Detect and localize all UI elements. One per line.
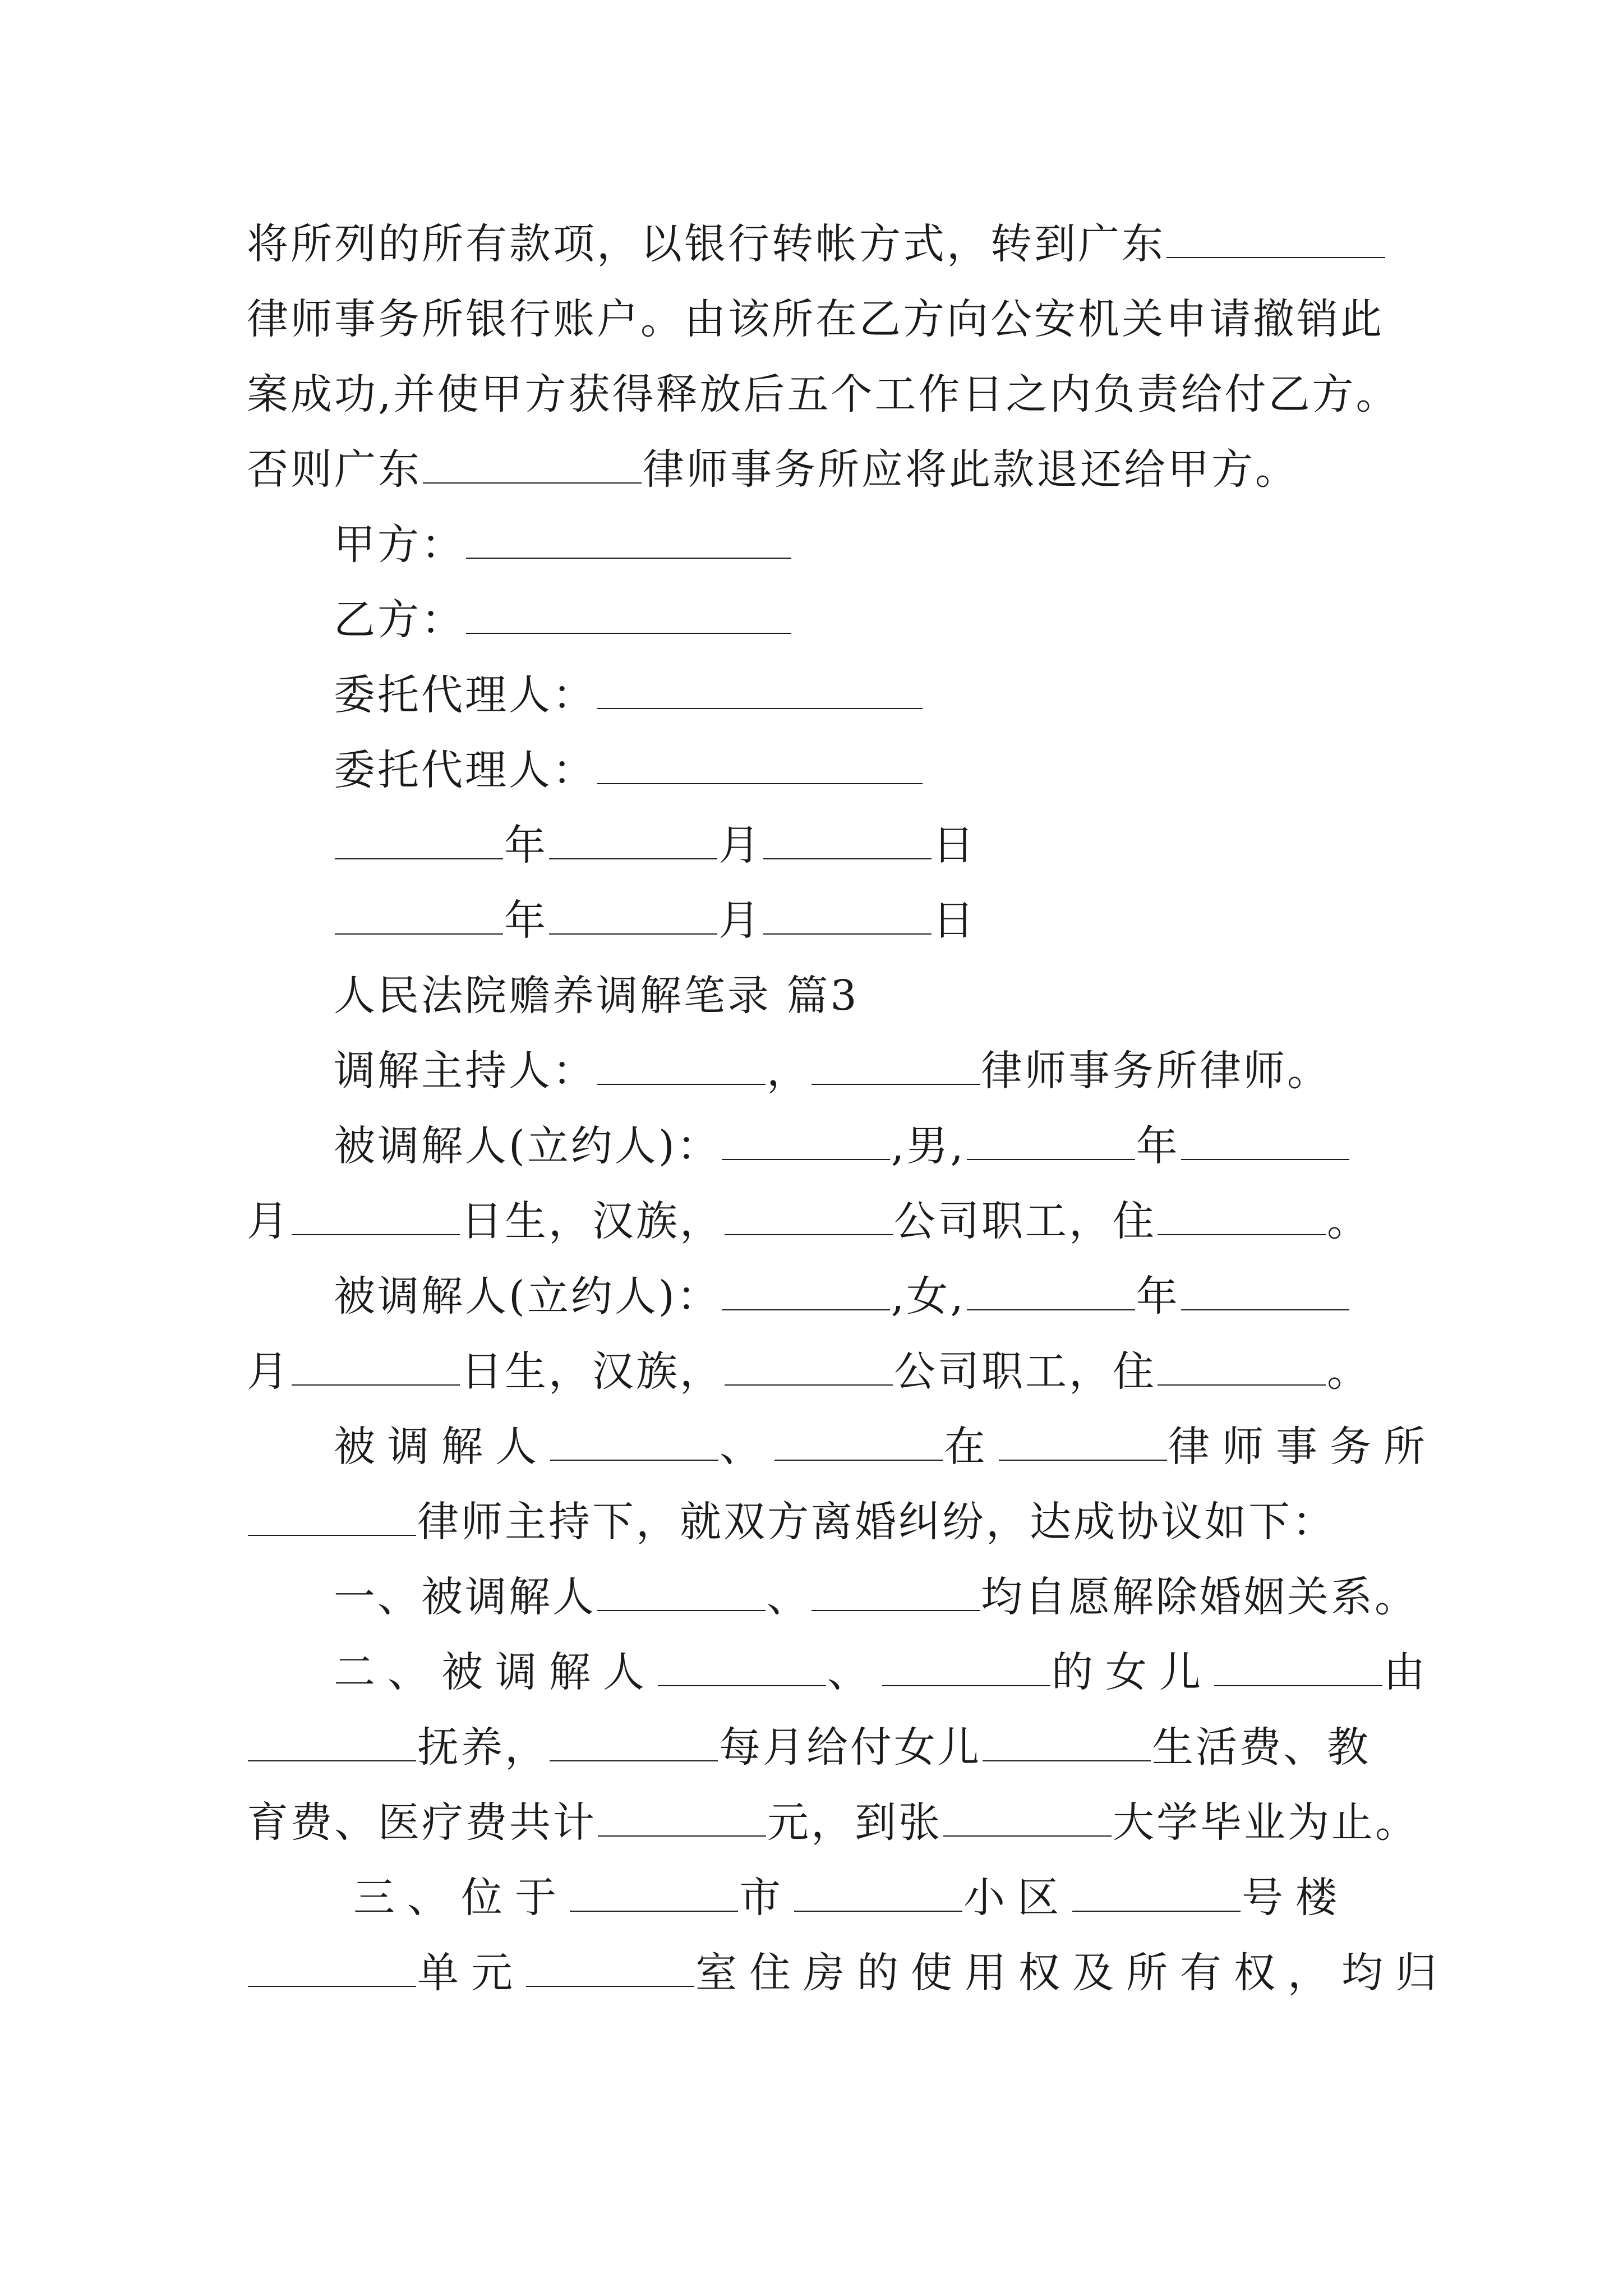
fill-blank <box>1214 1646 1382 1686</box>
text: 、 <box>767 1573 810 1621</box>
text: 律师事务所银行账户。由该所在乙方向公安机关申请撤销此 <box>247 295 1384 343</box>
year-label: 年 <box>504 896 548 945</box>
text: 。 <box>1327 1347 1371 1396</box>
text: 案成功,并使甲方获得释放后五个工作日之内负责给付乙方。 <box>247 370 1400 418</box>
party-a-line <box>334 514 792 576</box>
text: 年 <box>1136 1122 1180 1170</box>
agent-line-1 <box>334 664 924 726</box>
text: 日生，汉族， <box>461 1347 723 1396</box>
mediator-line <box>334 1040 1331 1102</box>
fill-blank <box>1072 1871 1241 1912</box>
text: 律师主持下，就双方离婚纠纷，达成协议如下： <box>417 1498 1336 1546</box>
text: 市 <box>739 1874 793 1922</box>
text-line-2 <box>247 288 1384 350</box>
party-a-label: 甲方： <box>334 521 465 569</box>
text: 二、被调解人 <box>334 1648 657 1696</box>
fill-blank <box>1158 1195 1326 1235</box>
party-b-line <box>334 589 792 651</box>
fill-blank <box>526 1947 694 1987</box>
fill-blank <box>570 1871 738 1912</box>
text-line-4 <box>247 439 1299 500</box>
fill-blank <box>882 1646 1050 1686</box>
text: 生活费、教 <box>1152 1723 1371 1772</box>
fill-blank <box>658 1646 826 1686</box>
text: 被调解人(立约人)： <box>334 1122 721 1170</box>
text: 律师事务所应将此款退还给甲方。 <box>643 445 1299 494</box>
text: 月 <box>247 1347 291 1396</box>
text: 日生，汉族， <box>461 1197 723 1245</box>
text-line-3 <box>247 364 1400 425</box>
fill-blank <box>811 1571 980 1611</box>
text: 公司职工，住 <box>894 1347 1156 1396</box>
text: 元，到张 <box>767 1798 942 1847</box>
fill-blank <box>967 1120 1135 1160</box>
day-label: 日 <box>933 821 976 869</box>
clause-2-cont <box>247 1717 1371 1778</box>
text: 律师事务所律师。 <box>981 1047 1331 1095</box>
fill-blank <box>1166 218 1385 258</box>
date-line-2 <box>334 890 976 951</box>
text: 育费、医疗费共计 <box>247 1798 597 1847</box>
text: 号楼 <box>1242 1874 1349 1922</box>
fill-blank <box>248 1496 416 1536</box>
day-blank <box>763 819 932 859</box>
party-b-label: 乙方： <box>334 596 465 644</box>
year-blank <box>335 894 503 935</box>
text: 。 <box>1327 1197 1371 1245</box>
text: 三、位于 <box>353 1874 569 1922</box>
fill-blank <box>774 1420 943 1461</box>
text: 抚养， <box>417 1723 548 1772</box>
text: 被调解人 <box>334 1423 549 1471</box>
mediation-line <box>334 1416 1437 1478</box>
section-heading <box>334 965 859 1027</box>
fill-blank <box>983 1721 1151 1761</box>
fill-blank <box>1181 1270 1349 1310</box>
fill-blank <box>550 1721 718 1761</box>
text: 调解主持人： <box>334 1047 596 1095</box>
year-label: 年 <box>504 821 548 869</box>
party-b-blank <box>466 593 791 634</box>
text: 一、被调解人 <box>334 1573 596 1621</box>
agent-blank <box>597 744 923 784</box>
month-blank <box>549 819 717 859</box>
fill-blank <box>292 1195 460 1235</box>
text: 律师事务所 <box>1168 1423 1437 1471</box>
fill-blank <box>597 1571 766 1611</box>
text: 否则广东 <box>247 445 422 494</box>
fill-blank <box>423 443 642 484</box>
agent-line-2 <box>334 739 924 801</box>
text: 在 <box>944 1423 998 1471</box>
text: 单元 <box>417 1949 525 1997</box>
fill-blank <box>722 1270 890 1310</box>
fill-blank <box>598 1796 766 1837</box>
day-label: 日 <box>933 896 976 945</box>
text: 月 <box>247 1197 291 1245</box>
text-line-1 <box>247 213 1386 275</box>
party-male-line-cont <box>247 1190 1371 1252</box>
text: ， <box>767 1047 810 1095</box>
text: 公司职工，住 <box>894 1197 1156 1245</box>
text: 、 <box>720 1423 773 1471</box>
fill-blank <box>999 1420 1167 1461</box>
fill-blank <box>1181 1120 1349 1160</box>
party-a-blank <box>466 518 791 559</box>
agent-blank <box>597 669 923 709</box>
text: 年 <box>1136 1272 1180 1320</box>
party-female-line-cont <box>247 1341 1371 1402</box>
fill-blank <box>248 1721 416 1761</box>
party-male-line <box>334 1115 1350 1177</box>
fill-blank <box>794 1871 962 1912</box>
agent-label: 委托代理人： <box>334 671 596 719</box>
clause-2-cont-2 <box>247 1792 1419 1853</box>
text: 的女儿 <box>1052 1648 1213 1696</box>
fill-blank <box>811 1045 980 1085</box>
text: 大学毕业为止。 <box>1113 1798 1419 1847</box>
month-label: 月 <box>718 821 762 869</box>
fill-blank <box>550 1420 718 1461</box>
fill-blank <box>722 1120 890 1160</box>
fill-blank <box>943 1796 1112 1837</box>
month-blank <box>549 894 717 935</box>
text: 小区 <box>963 1874 1071 1922</box>
text: ,女, <box>891 1272 966 1320</box>
fill-blank <box>292 1345 460 1386</box>
month-label: 月 <box>718 896 762 945</box>
year-blank <box>335 819 503 859</box>
fill-blank <box>725 1345 893 1386</box>
text: 每月给付女儿 <box>719 1723 981 1772</box>
text: 被调解人(立约人)： <box>334 1272 721 1320</box>
section-title: 人民法院赡养调解笔录 篇3 <box>334 972 859 1020</box>
fill-blank <box>1158 1345 1326 1386</box>
text: ,男, <box>891 1122 966 1170</box>
fill-blank <box>725 1195 893 1235</box>
mediation-line-cont <box>247 1491 1336 1553</box>
clause-1 <box>334 1566 1418 1628</box>
text: 均自愿解除婚姻关系。 <box>981 1573 1418 1621</box>
date-line-1 <box>334 815 976 876</box>
text: 由 <box>1384 1648 1437 1696</box>
text: 、 <box>827 1648 881 1696</box>
day-blank <box>763 894 932 935</box>
party-female-line <box>334 1266 1350 1327</box>
text: 室住房的使用权及所有权，均归 <box>695 1949 1449 1997</box>
fill-blank <box>967 1270 1135 1310</box>
agent-label: 委托代理人： <box>334 746 596 794</box>
fill-blank <box>248 1947 416 1987</box>
clause-2 <box>334 1641 1437 1703</box>
text: 将所列的所有款项，以银行转帐方式，转到广东 <box>247 220 1165 268</box>
fill-blank <box>597 1045 766 1085</box>
clause-3-cont <box>247 1942 1449 2004</box>
clause-3 <box>353 1867 1349 1929</box>
